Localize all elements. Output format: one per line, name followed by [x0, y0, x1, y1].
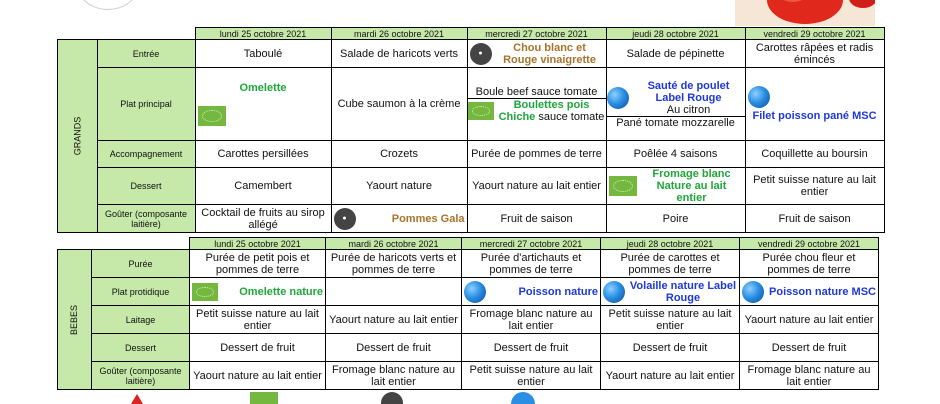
grands-menu-table	[57, 27, 885, 233]
bebe-dessert-friday: Dessert de fruit	[740, 334, 879, 362]
laitage-monday: Petit suisse nature au lait entier	[190, 306, 326, 334]
day-header-wednesday: mercredi 27 octobre 2021	[462, 238, 601, 250]
plat-friday: Filet poisson pané MSC	[745, 68, 884, 141]
bebe-plat-monday: Omelette nature	[190, 278, 326, 306]
day-header-friday: vendredi 29 octobre 2021	[745, 28, 884, 40]
msc-globe-icon	[742, 281, 764, 303]
grands-dessert-row	[58, 168, 885, 205]
bebe-dessert-monday: Dessert de fruit	[190, 334, 326, 362]
msc-globe-icon	[603, 281, 625, 303]
entree-thursday: Salade de pépinette	[606, 40, 745, 68]
plat-protidique-label: Plat protidique	[92, 278, 190, 306]
gouter-tuesday: ● Pommes Gala	[331, 205, 467, 233]
laitage-tuesday: Yaourt nature au lait entier	[326, 306, 462, 334]
dessert-label: Dessert	[97, 168, 195, 205]
plat-tuesday: Cube saumon à la crème	[331, 68, 467, 141]
accomp-tuesday: Crozets	[331, 141, 467, 168]
entree-wednesday: ● Chou blanc et Rouge vinaigrette	[467, 40, 606, 68]
accomp-friday: Coquillette au boursin	[745, 141, 884, 168]
bebe-gouter-friday: Fromage blanc nature au lait entier	[740, 362, 879, 390]
entree-tuesday: Salade de haricots verts	[331, 40, 467, 68]
dessert-monday: Camembert	[195, 168, 331, 205]
puree-monday: Purée de petit pois et pommes de terre	[190, 250, 326, 278]
day-header-thursday: jeudi 28 octobre 2021	[601, 238, 740, 250]
grands-header-row	[58, 28, 885, 40]
plat-principal-label: Plat principal	[97, 68, 195, 141]
day-header-tuesday: mardi 26 octobre 2021	[331, 28, 467, 40]
legend-organic-icon	[250, 392, 278, 404]
bebes-header-row	[58, 238, 879, 250]
local-produce-icon: ●	[470, 43, 492, 65]
gouter-wednesday: Fruit de saison	[467, 205, 606, 233]
bebe-plat-friday: Poisson nature MSC	[740, 278, 879, 306]
grands-accompagnement-row	[58, 141, 885, 168]
bebe-gouter-label: Goûter (composante laitière)	[92, 362, 190, 390]
dessert-wednesday: Yaourt nature au lait entier	[467, 168, 606, 205]
bebe-dessert-wednesday: Dessert de fruit	[462, 334, 601, 362]
accomp-thursday: Poêlée 4 saisons	[606, 141, 745, 168]
puree-tuesday: Purée de haricots verts et pommes de terre	[326, 250, 462, 278]
tomato-photo	[735, 0, 875, 26]
bebes-menu-table	[57, 237, 879, 390]
puree-thursday: Purée de carottes et pommes de terre	[601, 250, 740, 278]
day-header-monday: lundi 25 octobre 2021	[195, 28, 331, 40]
bebe-plat-wednesday: Poisson nature	[462, 278, 601, 306]
day-header-monday: lundi 25 octobre 2021	[190, 238, 326, 250]
top-logo-circle	[72, 0, 144, 10]
bebes-plat-row	[58, 278, 879, 306]
grands-entree-row	[58, 40, 885, 68]
bebes-gouter-row	[58, 362, 879, 390]
legend-msc-icon	[511, 392, 535, 404]
legend-local-produce-icon	[381, 392, 403, 404]
bebe-gouter-wednesday: Petit suisse nature au lait entier	[462, 362, 601, 390]
bebes-dessert-row	[58, 334, 879, 362]
bebe-dessert-tuesday: Dessert de fruit	[326, 334, 462, 362]
bebe-dessert-label: Dessert	[92, 334, 190, 362]
grands-plat-row	[58, 68, 885, 141]
grands-group-label: GRANDS	[58, 40, 98, 233]
bebes-laitage-row	[58, 306, 879, 334]
msc-globe-icon	[607, 87, 629, 109]
bebe-plat-thursday: Volaille nature Label Rouge	[601, 278, 740, 306]
laitage-wednesday: Fromage blanc nature au lait entier	[462, 306, 601, 334]
msc-globe-icon	[748, 86, 770, 108]
puree-friday: Purée chou fleur et pommes de terre	[740, 250, 879, 278]
dessert-tuesday: Yaourt nature	[331, 168, 467, 205]
accomp-monday: Carottes persillées	[195, 141, 331, 168]
organic-icon	[609, 176, 637, 196]
gouter-monday: Cocktail de fruits au sirop allégé	[195, 205, 331, 233]
entree-label: Entrée	[97, 40, 195, 68]
laitage-thursday: Petit suisse nature au lait entier	[601, 306, 740, 334]
bebes-group-label: BEBES	[58, 250, 92, 390]
dessert-thursday: Fromage blanc Nature au lait entier	[606, 168, 745, 205]
dessert-friday: Petit suisse nature au lait entier	[745, 168, 884, 205]
bebe-gouter-thursday: Yaourt nature au lait entier	[601, 362, 740, 390]
gouter-label: Goûter (composante laitière)	[97, 205, 195, 233]
plat-wednesday: Boule beef sauce tomate Boulettes pois Chiche sauce tomate	[467, 68, 606, 141]
puree-wednesday: Purée d'artichauts et pommes de terre	[462, 250, 601, 278]
bebes-puree-row	[58, 250, 879, 278]
day-header-friday: vendredi 29 octobre 2021	[740, 238, 879, 250]
entree-monday: Taboulé	[195, 40, 331, 68]
organic-icon	[192, 283, 218, 301]
grands-gouter-row	[58, 205, 885, 233]
gouter-thursday: Poire	[606, 205, 745, 233]
entree-friday: Carottes râpées et radis émincés	[745, 40, 884, 68]
organic-icon	[198, 106, 226, 126]
organic-icon	[468, 102, 494, 120]
puree-label: Purée	[92, 250, 190, 278]
accompagnement-label: Accompagnement	[97, 141, 195, 168]
day-header-tuesday: mardi 26 octobre 2021	[326, 238, 462, 250]
bebe-gouter-monday: Yaourt nature au lait entier	[190, 362, 326, 390]
laitage-label: Laitage	[92, 306, 190, 334]
day-header-wednesday: mercredi 27 octobre 2021	[467, 28, 606, 40]
laitage-friday: Yaourt nature au lait entier	[740, 306, 879, 334]
accomp-wednesday: Purée de pommes de terre	[467, 141, 606, 168]
legend-label-rouge-icon	[130, 392, 144, 404]
local-produce-icon: ●	[334, 208, 356, 230]
bebe-gouter-tuesday: Fromage blanc nature au lait entier	[326, 362, 462, 390]
bebe-plat-tuesday	[326, 278, 462, 306]
plat-thursday: Sauté de poulet Label Rouge Au citron Pané tomate mozzarelle	[606, 68, 745, 141]
bebe-dessert-thursday: Dessert de fruit	[601, 334, 740, 362]
plat-monday: Omelette	[195, 68, 331, 141]
gouter-friday: Fruit de saison	[745, 205, 884, 233]
msc-globe-icon	[464, 281, 486, 303]
day-header-thursday: jeudi 28 octobre 2021	[606, 28, 745, 40]
